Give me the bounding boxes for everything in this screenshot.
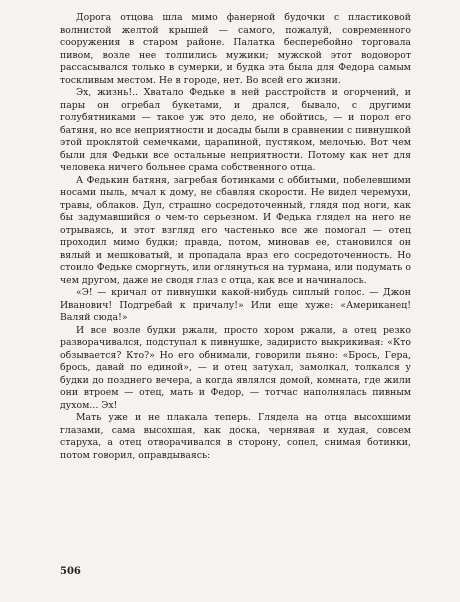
page-number: 506 bbox=[60, 566, 81, 577]
paragraph: И все возле будки ржали, просто хором ржали, а отец резко разворачивался, подступал к пивнушке, задиристо выкрикивая: «Кто обзывается? Кто?» Но его обнимали, говорили пьяно: «Брось, Гера, брось, давай по единой», — и отец затухал, замолкал, толкался у будки до позднего вечера, а когда являлся домой, комната, где жили они втроем — отец, мать и Федор, — тотчас наполнялась пивным духом... Эх! bbox=[60, 324, 411, 411]
paragraph: Эх, жизнь!.. Хватало Федьке в ней расстройств и огорчений, и пары он огребал букетами, и дрался, бывало, с другими голубятниками — такое уж это дело, не обойтись, — и порол его батяня, но все неприятности и досады были в сравнении с пивнушкой этой проклятой семечками, царапиной, пустяком, мелочью. Вот чем были для Федьки все остальные неприятности. Потому как нет для человека ничего больнее срама собственного отца. bbox=[60, 87, 411, 173]
paragraph: Мать уже и не плакала теперь. Глядела на отца высохшими глазами, сама высохшая, как доска, чернявая и худая, совсем старуха, а отец отворачивался в сторону, сопел, снимая ботинки, потом говорил, оправдываясь: bbox=[60, 412, 411, 461]
body-text bbox=[60, 12, 411, 462]
paragraph: «Э! — кричал от пивнушки какой-нибудь сиплый голос. — Джон Иванович! Подгребай к причалу!» Или еще хуже: «Американец! Валяй сюда!» bbox=[60, 287, 411, 323]
paragraph: А Федькин батяня, загребая ботинками с оббитыми, побелевшими носами пыль, мчал к дому, не сбавляя скорости. Не видел черемухи, травы, облаков. Дул, страшно сосредоточенный, глядя под ноги, как бы задумавшийся о чем-то серьезном. И Федька глядел на него не отрываясь, и этот взгляд его частенько все же помогал — отец проходил мимо будки; правда, потом, миновав ее, становился он вялый и мешковатый, и пропадала враз его сосредоточенность. Но стоило Федьке сморгнуть, или оглянуться на турмана, или подумать о чем другом, даже не сводя глаз с отца, как все и начиналось. bbox=[60, 174, 411, 286]
paragraph: Дорога отцова шла мимо фанерной будочки с пластиковой волнистой желтой крышей — самого, пожалуй, современного сооружения в старом районе. Палатка бесперебойно торговала пивом, возле нее толпились мужики; мужской этот водоворот рассасывался только в сумерки, и будка эта была для Федора самым тоскливым местом. Не в городе, нет. Во всей его жизни. bbox=[60, 12, 411, 86]
